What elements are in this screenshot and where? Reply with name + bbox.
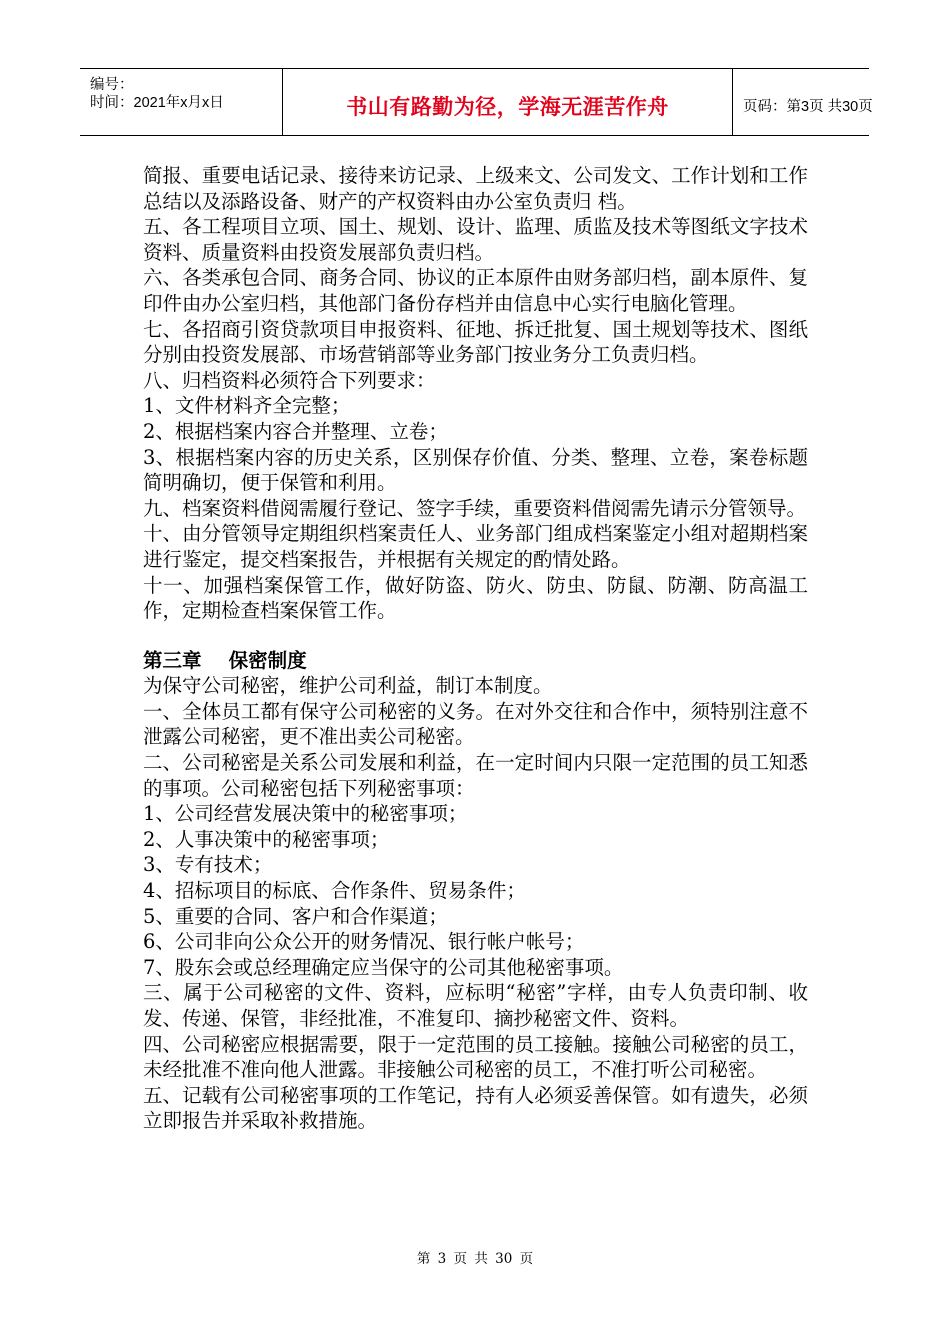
- header-page-cell: [733, 69, 873, 135]
- page-footer: 第 3 页 共 30 页: [416, 1251, 534, 1267]
- header-meta: [80, 69, 283, 135]
- paragraph: 十、由分管领导定期组织档案责任人、业务部门组成档案鉴定小组对超期档案进行鉴定，提交档案报告，并根据有关规定的酌情处路。: [143, 522, 808, 571]
- list-item: 5、重要的合同、客户和合作渠道；: [143, 904, 448, 928]
- paragraph: 四、公司秘密应根据需要，限于一定范围的员工接触。接触公司秘密的员工，未经批准不准向他人泄露。非接触公司秘密的员工，不准打听公司秘密。: [143, 1032, 808, 1082]
- page-header: [80, 68, 873, 136]
- list-item: 3、根据档案内容的历史关系，区别保存价值、分类、整理、立卷，案卷标题简明确切，便于保管和利用。: [143, 445, 808, 495]
- list-item: 3、专有技术；: [143, 853, 273, 877]
- paragraph: 五、各工程项目立项、国土、规划、设计、监理、质监及技术等图纸文字技术资料、质量资料由投资发展部负责归档。: [143, 215, 808, 264]
- list-item: 1、公司经营发展决策中的秘密事项；: [143, 802, 468, 826]
- list-item: 4、招标项目的标底、合作条件、贸易条件；: [143, 879, 526, 903]
- paragraph: 为保守公司秘密，维护公司利益，制订本制度。: [143, 674, 553, 698]
- paragraph: 简报、重要电话记录、接待来访记录、上级来文、公司发文、工作计划和工作总结以及添路设备、财产的产权资料由办公室负责归 档。: [143, 164, 808, 213]
- paragraph: 十一、加强档案保管工作，做好防盗、防火、防虫、防鼠、防潮、防高温工作，定期检查档案保管工作。: [143, 573, 808, 623]
- list-item: 1、文件材料齐全完整；: [143, 394, 351, 418]
- paragraph: 六、各类承包合同、商务合同、协议的正本原件由财务部归档，副本原件、复印件由办公室归档，其他部门备份存档并由信息中心实行电脑化管理。: [143, 266, 808, 315]
- paragraph: 八、归档资料必须符合下列要求：: [143, 368, 436, 392]
- header-page-number: 页码：第3页 共30页: [743, 99, 873, 115]
- list-item: 7、股东会或总经理确定应当保守的公司其他秘密事项。: [143, 955, 624, 979]
- paragraph: 五、记载有公司秘密事项的工作笔记，持有人必须妥善保管。如有遗失，必须立即报告并采取补救措施。: [143, 1083, 808, 1133]
- paragraph: 九、档案资料借阅需履行登记、签字手续，重要资料借阅需先请示分管领导。: [143, 496, 807, 520]
- header-motto-cell: [283, 69, 733, 135]
- paragraph: 二、公司秘密是关系公司发展和利益，在一定时间内只限一定范围的员工知悉的事项。公司秘密包括下列秘密事项：: [143, 751, 808, 800]
- paragraph: 一、全体员工都有保守公司秘密的义务。在对外交往和合作中，须特别注意不泄露公司秘密，更不准出卖公司秘密。: [143, 699, 808, 749]
- chapter-heading: 第三章 保密制度: [143, 648, 307, 672]
- list-item: 2、根据档案内容合并整理、立卷；: [143, 419, 448, 443]
- document-number: 编号：: [90, 77, 134, 93]
- paragraph: 三、属于公司秘密的文件、资料，应标明“秘密”字样，由专人负责印制、收发、传递、保管，非经批准，不准复印、摘抄秘密文件、资料。: [143, 981, 808, 1030]
- document-body: [143, 163, 808, 1134]
- list-item: 6、公司非向公众公开的财务情况、银行帐户帐号；: [143, 930, 585, 954]
- paragraph: 七、各招商引资贷款项目申报资料、征地、拆迁批复、国土规划等技术、图纸分别由投资发展部、市场营销部等业务部门按业务分工负责归档。: [143, 317, 808, 367]
- header-motto: 书山有路勤为径，学海无涯苦作舟: [346, 95, 669, 119]
- document-date: 时间：2021年x月x日: [90, 95, 224, 111]
- list-item: 2、人事决策中的秘密事项；: [143, 827, 390, 851]
